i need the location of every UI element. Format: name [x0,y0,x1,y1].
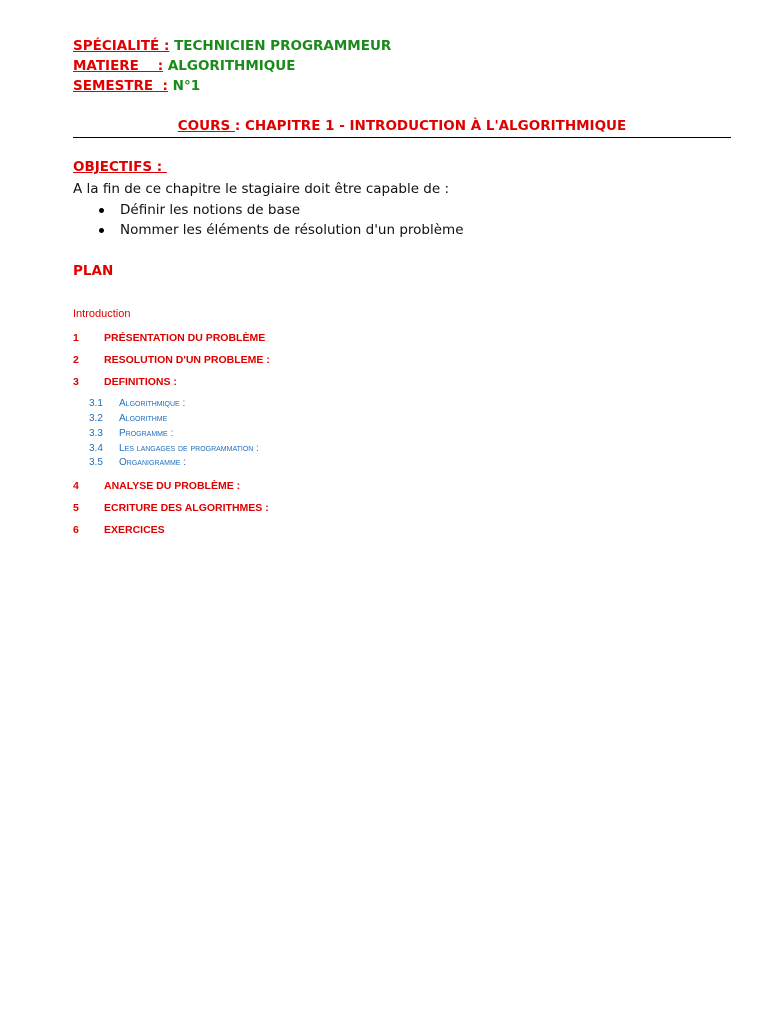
toc-text: PRÉSENTATION DU PROBLÈME [104,332,266,344]
toc-number: 4 [73,480,79,492]
matiere-row [73,56,391,76]
toc-text: Algorithmique : [119,398,186,409]
toc-number: 3.2 [89,413,103,424]
toc-text: ECRITURE DES ALGORITHMES : [104,502,269,514]
bullet-icon [99,208,104,213]
objectifs-title: OBJECTIFS : [73,159,167,175]
table-of-contents [73,306,733,536]
document-header [73,36,391,96]
toc-text: Programme : [119,428,174,439]
objectifs-intro: A la fin de ce chapitre le stagiaire doit être capable de : [73,181,450,197]
semestre-row [73,76,391,96]
toc-text: Algorithme [119,413,168,424]
list-item [93,200,464,220]
toc-number: 6 [73,524,79,536]
toc-number: 3.1 [89,398,103,409]
toc-number: 5 [73,502,79,514]
toc-text: Organigramme : [119,457,187,468]
header-divider [73,137,731,138]
toc-number: 3.3 [89,428,103,439]
semestre-value: N°1 [172,78,201,94]
course-label: COURS [177,118,235,134]
toc-introduction[interactable]: Introduction [73,308,131,320]
toc-number: 3 [73,376,79,388]
objectifs-list [93,200,464,240]
toc-number: 2 [73,354,79,366]
plan-title: PLAN [73,263,114,279]
toc-number: 3.4 [89,443,103,454]
list-item [93,220,464,240]
toc-text: Les langages de programmation : [119,443,259,454]
toc-section-6[interactable] [73,523,733,537]
toc-section-3[interactable] [73,375,733,389]
course-chapter: : CHAPITRE 1 - INTRODUCTION À L'ALGORITHMIQUE [234,118,627,134]
toc-section-5[interactable] [73,501,733,515]
specialite-value: TECHNICIEN PROGRAMMEUR [174,38,392,54]
bullet-icon [99,228,104,233]
toc-section-4[interactable] [73,479,733,493]
toc-text: ANALYSE DU PROBLÈME : [104,480,241,492]
toc-section-2[interactable] [73,353,733,367]
matiere-value: ALGORITHMIQUE [167,58,296,74]
toc-number: 3.5 [89,457,103,468]
semestre-label: SEMESTRE : [73,78,168,94]
toc-section-1[interactable] [73,331,733,345]
toc-number: 1 [73,332,79,344]
specialite-row [73,36,391,56]
specialite-label: SPÉCIALITÉ : [73,38,170,54]
course-title [73,116,731,136]
toc-text: DEFINITIONS : [104,376,177,388]
objectif-text: Définir les notions de base [120,202,301,218]
toc-text: EXERCICES [104,524,165,536]
toc-text: RESOLUTION D'UN PROBLEME : [104,354,270,366]
matiere-label: MATIERE : [73,58,164,74]
objectif-text: Nommer les éléments de résolution d'un problème [120,222,464,238]
